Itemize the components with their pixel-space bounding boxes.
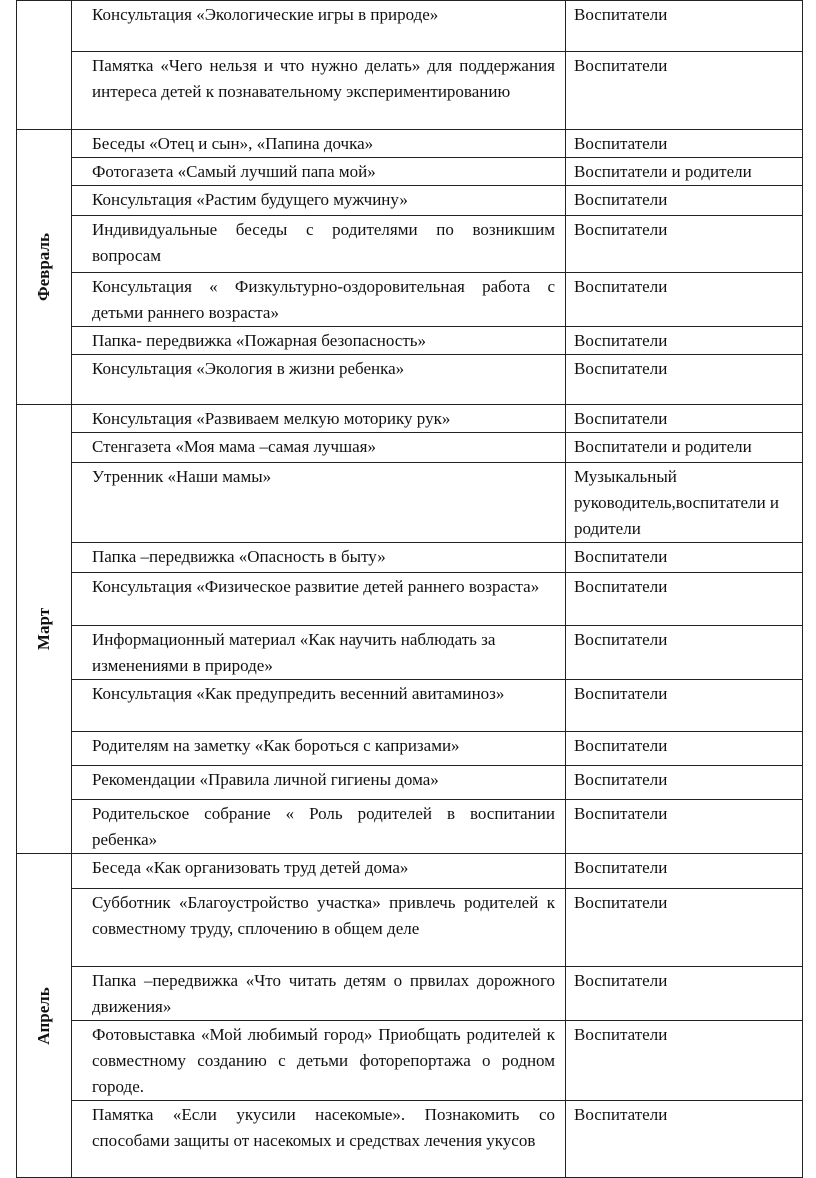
responsible-cell <box>566 1021 803 1101</box>
responsible-cell <box>566 800 803 854</box>
event-cell <box>72 573 566 626</box>
event-cell <box>72 273 566 327</box>
table-row <box>17 732 803 766</box>
event-cell <box>72 463 566 543</box>
month-cell-april <box>17 854 72 1178</box>
table-row <box>17 186 803 216</box>
event-text: Субботник «Благоустройство участка» привлечь родителей к совместному труду, сплочению в общем деле <box>92 893 555 938</box>
event-cell <box>72 800 566 854</box>
event-text: Индивидуальные беседы с родителями по возникшим вопросам <box>92 220 555 265</box>
table-row <box>17 463 803 543</box>
event-text: Памятка «Если укусили насекомые». Познакомить со способами защиты от насекомых и средствах лечения укусов <box>92 1105 555 1150</box>
table-row <box>17 327 803 355</box>
table-row <box>17 130 803 158</box>
responsible-text: Воспитатели <box>574 134 668 153</box>
responsible-cell <box>566 766 803 800</box>
responsible-cell <box>566 158 803 186</box>
event-cell <box>72 158 566 186</box>
responsible-cell <box>566 1 803 52</box>
responsible-text: Воспитатели <box>574 858 668 877</box>
event-text: Беседы «Отец и сын», «Папина дочка» <box>92 134 374 153</box>
event-text: Консультация «Как предупредить весенний авитаминоз» <box>92 684 505 703</box>
responsible-cell <box>566 854 803 889</box>
responsible-text: Воспитатели <box>574 547 668 566</box>
table-row <box>17 543 803 573</box>
responsible-text: Воспитатели и родители <box>574 437 752 456</box>
event-cell <box>72 355 566 405</box>
month-label: Апрель <box>34 986 53 1045</box>
table-row <box>17 967 803 1021</box>
event-text: Консультация «Растим будущего мужчину» <box>92 190 408 209</box>
event-text: Памятка «Чего нельзя и что нужно делать» для поддержания интереса детей к познавательному экспериментированию <box>92 56 555 101</box>
event-text: Папка –передвижка «Опасность в быту» <box>92 547 386 566</box>
plan-table <box>16 0 803 1178</box>
responsible-text: Воспитатели <box>574 409 668 428</box>
responsible-text: Воспитатели <box>574 736 668 755</box>
event-text: Рекомендации «Правила личной гигиены дома» <box>92 770 439 789</box>
event-cell <box>72 766 566 800</box>
responsible-cell <box>566 186 803 216</box>
responsible-text: Воспитатели <box>574 630 668 649</box>
table-row <box>17 626 803 680</box>
event-text: Утренник «Наши мамы» <box>92 467 272 486</box>
responsible-cell <box>566 680 803 732</box>
table-row <box>17 405 803 433</box>
event-text: Родителям на заметку «Как бороться с капризами» <box>92 736 460 755</box>
responsible-text: Воспитатели <box>574 770 668 789</box>
table-row <box>17 766 803 800</box>
event-text: Информационный материал «Как научить наблюдать за изменениями в природе» <box>92 630 496 675</box>
event-text: Родительское собрание « Роль родителей в воспитании ребенка» <box>92 804 555 849</box>
responsible-text: Воспитатели и родители <box>574 162 752 181</box>
event-cell <box>72 680 566 732</box>
responsible-cell <box>566 327 803 355</box>
event-text: Беседа «Как организовать труд детей дома» <box>92 858 409 877</box>
responsible-cell <box>566 130 803 158</box>
responsible-text: Воспитатели <box>574 1105 668 1124</box>
responsible-text: Воспитатели <box>574 220 668 239</box>
event-cell <box>72 186 566 216</box>
table-row <box>17 355 803 405</box>
event-cell <box>72 1101 566 1178</box>
table-row <box>17 216 803 273</box>
event-text: Папка- передвижка «Пожарная безопасность» <box>92 331 427 350</box>
table-row <box>17 1021 803 1101</box>
month-cell-march <box>17 405 72 854</box>
event-cell <box>72 52 566 130</box>
month-label: Март <box>34 607 53 651</box>
responsible-cell <box>566 463 803 543</box>
responsible-cell <box>566 1101 803 1178</box>
responsible-cell <box>566 967 803 1021</box>
responsible-text: Воспитатели <box>574 277 668 296</box>
responsible-text: Воспитатели <box>574 359 668 378</box>
event-cell <box>72 130 566 158</box>
event-text: Консультация «Экология в жизни ребенка» <box>92 359 405 378</box>
event-cell <box>72 626 566 680</box>
event-text: Консультация «Развиваем мелкую моторику рук» <box>92 409 451 428</box>
table-row <box>17 573 803 626</box>
event-cell <box>72 543 566 573</box>
event-cell <box>72 1 566 52</box>
responsible-text: Музыкальный руководитель,воспитатели и родители <box>574 467 780 538</box>
responsible-cell <box>566 626 803 680</box>
responsible-cell <box>566 573 803 626</box>
responsible-text: Воспитатели <box>574 5 668 24</box>
responsible-text: Воспитатели <box>574 331 668 350</box>
event-cell <box>72 889 566 967</box>
event-text: Консультация «Физическое развитие детей раннего возраста» <box>92 577 540 596</box>
event-cell <box>72 433 566 463</box>
responsible-text: Воспитатели <box>574 893 668 912</box>
responsible-cell <box>566 889 803 967</box>
month-label: Февраль <box>34 233 53 301</box>
event-text: Стенгазета «Моя мама –самая лучшая» <box>92 437 377 456</box>
table-row <box>17 158 803 186</box>
table-row <box>17 273 803 327</box>
responsible-text: Воспитатели <box>574 684 668 703</box>
responsible-text: Воспитатели <box>574 56 668 75</box>
table-row <box>17 52 803 130</box>
responsible-text: Воспитатели <box>574 804 668 823</box>
table-row <box>17 1101 803 1178</box>
month-cell <box>17 1 72 130</box>
event-cell <box>72 405 566 433</box>
responsible-cell <box>566 732 803 766</box>
responsible-cell <box>566 433 803 463</box>
table-row <box>17 1 803 52</box>
table-row <box>17 854 803 889</box>
responsible-cell <box>566 216 803 273</box>
event-text: Папка –передвижка «Что читать детям о првилах дорожного движения» <box>92 971 555 1016</box>
event-cell <box>72 327 566 355</box>
table-row <box>17 800 803 854</box>
event-cell <box>72 216 566 273</box>
table-row <box>17 433 803 463</box>
event-cell <box>72 854 566 889</box>
responsible-cell <box>566 273 803 327</box>
table-row <box>17 889 803 967</box>
responsible-cell <box>566 355 803 405</box>
responsible-cell <box>566 52 803 130</box>
responsible-text: Воспитатели <box>574 577 668 596</box>
responsible-text: Воспитатели <box>574 1025 668 1044</box>
month-cell-february <box>17 130 72 405</box>
responsible-text: Воспитатели <box>574 971 668 990</box>
event-text: Фотогазета «Самый лучший папа мой» <box>92 162 376 181</box>
event-text: Фотовыставка «Мой любимый город» Приобщать родителей к совместному созданию с детьми фоторепортажа о родном городе. <box>92 1025 555 1096</box>
responsible-text: Воспитатели <box>574 190 668 209</box>
responsible-cell <box>566 405 803 433</box>
event-text: Консультация « Физкультурно-оздоровительная работа с детьми раннего возраста» <box>92 277 555 322</box>
table-row <box>17 680 803 732</box>
event-cell <box>72 1021 566 1101</box>
event-text: Консультация «Экологические игры в природе» <box>92 5 439 24</box>
event-cell <box>72 967 566 1021</box>
responsible-cell <box>566 543 803 573</box>
event-cell <box>72 732 566 766</box>
